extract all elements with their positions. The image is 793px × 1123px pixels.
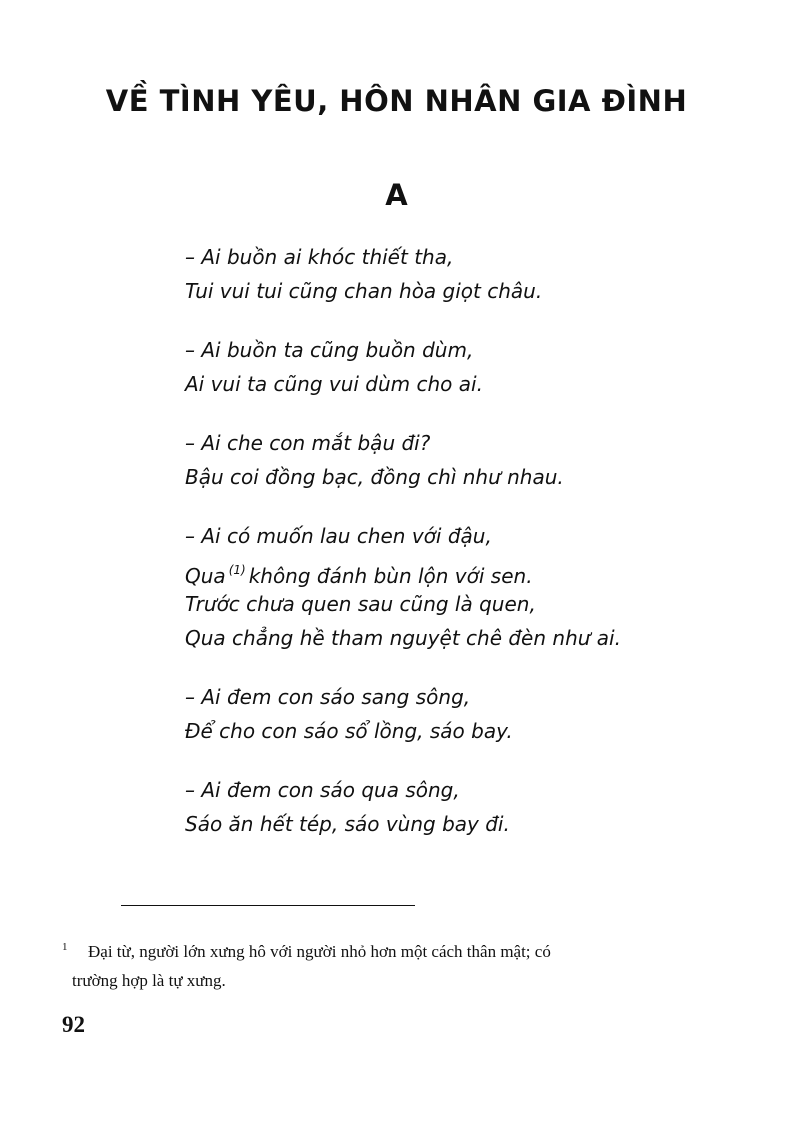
footnote-divider: [121, 905, 415, 906]
stanza: [185, 680, 765, 748]
poem-text: Qua: [185, 564, 226, 588]
page-title: VỀ TÌNH YÊU, HÔN NHÂN GIA ĐÌNH: [105, 84, 688, 118]
poem-line: – Ai đem con sáo sang sông,: [185, 685, 471, 709]
footnote-text: [72, 937, 752, 995]
poem-line: Để cho con sáo sổ lồng, sáo bay.: [185, 719, 513, 743]
poem-line-with-footnote: [185, 553, 765, 587]
poem-line: – Ai che con mắt bậu đi?: [185, 431, 431, 455]
footnote-line: Đại từ, người lớn xưng hô với người nhỏ hơn một cách thân mật; có: [88, 942, 551, 961]
poem-line: Sáo ăn hết tép, sáo vùng bay đi.: [185, 812, 510, 836]
poem-line: – Ai đem con sáo qua sông,: [185, 778, 460, 802]
footnote-line: trường hợp là tự xưng.: [72, 971, 226, 990]
poem-line: Ai vui ta cũng vui dùm cho ai.: [185, 372, 483, 396]
footnote: [62, 937, 752, 995]
stanza: [185, 519, 765, 655]
stanza: [185, 240, 765, 308]
stanza: [185, 333, 765, 401]
poem-line: – Ai có muốn lau chen với đậu,: [185, 524, 492, 548]
poem: [185, 240, 765, 866]
poem-text: không đánh bùn lộn với sen.: [248, 564, 533, 588]
stanza: [185, 773, 765, 841]
poem-line: Tui vui tui cũng chan hòa giọt châu.: [185, 279, 543, 303]
poem-line: – Ai buồn ta cũng buồn dùm,: [185, 338, 474, 362]
section-heading: A: [385, 178, 408, 212]
poem-line: Bậu coi đồng bạc, đồng chì như nhau.: [185, 465, 564, 489]
footnote-number: 1: [62, 941, 68, 953]
page-number: 92: [62, 1012, 85, 1037]
poem-line: Qua chẳng hề tham nguyệt chê đèn như ai.: [185, 626, 621, 650]
poem-line: – Ai buồn ai khóc thiết tha,: [185, 245, 454, 269]
stanza: [185, 426, 765, 494]
footnote-reference: (1): [228, 563, 246, 577]
poem-line: Trước chưa quen sau cũng là quen,: [185, 592, 536, 616]
